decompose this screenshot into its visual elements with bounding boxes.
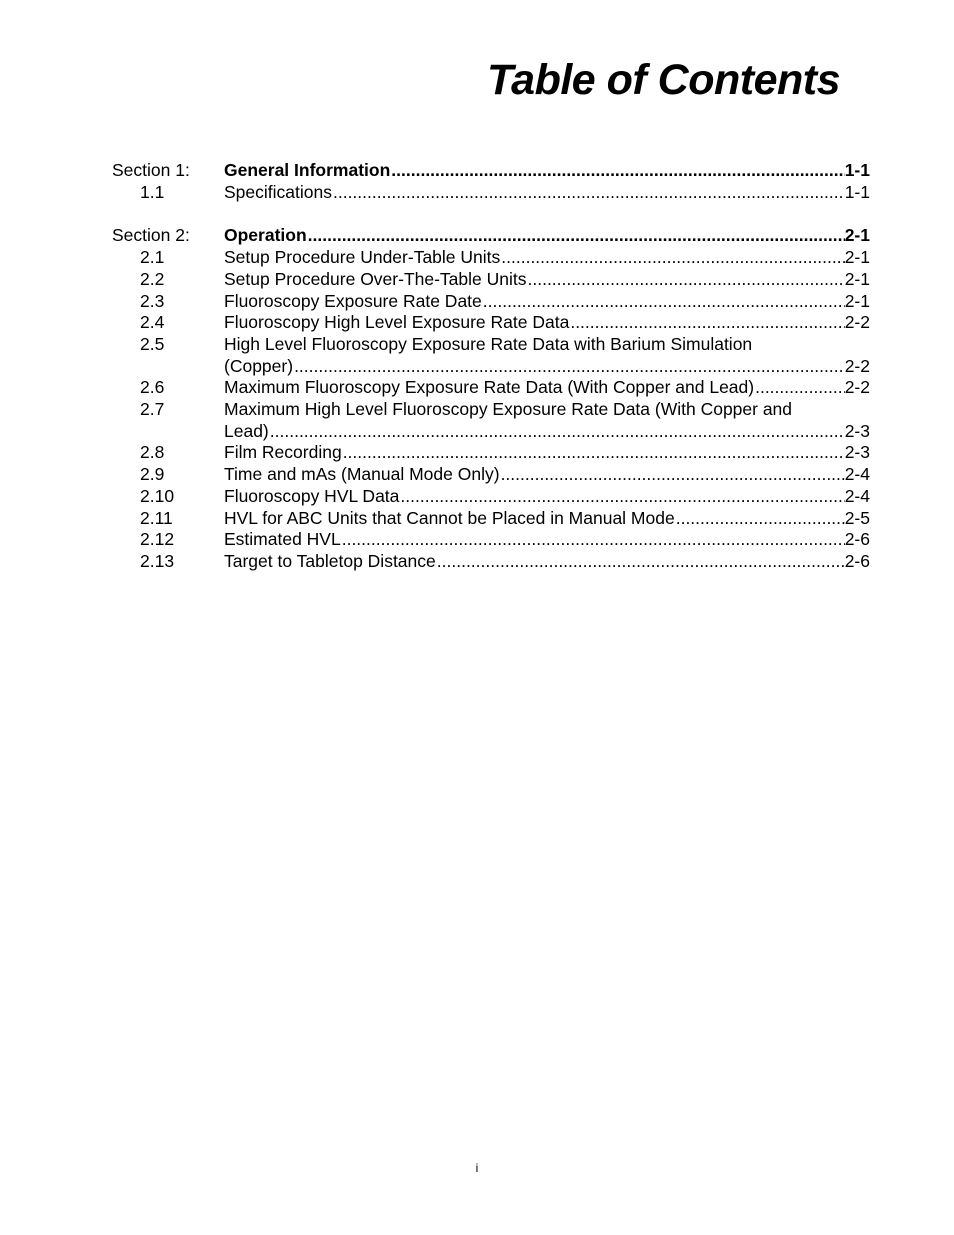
dot-leader: [527, 269, 845, 291]
entry-title: Time and mAs (Manual Mode Only): [224, 464, 500, 485]
page-number: 2-5: [844, 507, 870, 528]
toc-entry[interactable]: [112, 508, 870, 530]
entry-title: Fluoroscopy HVL Data: [224, 485, 400, 506]
entry-number: 1.1: [140, 181, 165, 202]
dot-leader: [482, 291, 845, 313]
page-number: 2-3: [844, 442, 870, 463]
entry-number: 2.7: [140, 399, 165, 420]
entry-title: Lead): [224, 420, 269, 441]
entry-number: 2.10: [140, 485, 175, 506]
toc-section-2: [112, 225, 870, 572]
entry-number: 2.1: [140, 247, 165, 268]
entry-title: Target to Tabletop Distance: [224, 550, 436, 571]
dot-leader: [675, 508, 845, 530]
entry-number: 2.13: [140, 550, 175, 571]
page-number: 1-1: [844, 160, 870, 180]
toc-entry[interactable]: [112, 529, 870, 551]
section-label: Section 1:: [112, 160, 190, 180]
toc-entry[interactable]: [112, 247, 870, 269]
section-label: Section 2:: [112, 225, 190, 246]
dot-leader: [269, 421, 845, 443]
toc-section-heading[interactable]: [112, 160, 870, 182]
page-title: Table of Contents: [486, 56, 840, 104]
dot-leader: [341, 529, 845, 551]
entry-number: 2.4: [140, 312, 165, 333]
entry-title: Specifications: [224, 181, 332, 202]
toc-entry[interactable]: [112, 269, 870, 291]
entry-number: 2.6: [140, 377, 165, 398]
toc-entry[interactable]: [112, 551, 870, 573]
page-number: 2-1: [844, 247, 870, 268]
entry-number: 2.12: [140, 529, 175, 550]
page-number: 2-2: [844, 377, 870, 398]
dot-leader: [436, 551, 845, 573]
toc-entry[interactable]: [112, 377, 870, 399]
page-number: 2-1: [844, 268, 870, 289]
page-number: 2-2: [844, 312, 870, 333]
dot-leader: [500, 464, 845, 486]
dot-leader: [569, 312, 844, 334]
dot-leader: [342, 442, 845, 464]
entry-number: 2.5: [140, 333, 165, 354]
dot-leader: [293, 356, 845, 378]
entry-number: 2.2: [140, 268, 165, 289]
toc-entry[interactable]: [112, 334, 870, 377]
toc-entry[interactable]: [112, 291, 870, 313]
section-title: Operation: [224, 225, 307, 246]
entry-number: 2.8: [140, 442, 165, 463]
page-number: 2-1: [844, 225, 870, 246]
toc-entry[interactable]: [112, 486, 870, 508]
entry-title-line1: High Level Fluoroscopy Exposure Rate Data with Barium Simulation: [224, 333, 753, 354]
dot-leader: [307, 225, 845, 247]
entry-title: (Copper): [224, 355, 294, 376]
entry-title: Estimated HVL: [224, 529, 341, 550]
dot-leader: [399, 486, 844, 508]
entry-title: Film Recording: [224, 442, 342, 463]
entry-title: Maximum Fluoroscopy Exposure Rate Data (With Copper and Lead): [224, 377, 755, 398]
toc-entry[interactable]: [112, 399, 870, 442]
dot-leader: [390, 160, 844, 182]
dot-leader: [754, 377, 845, 399]
entry-number: 2.3: [140, 290, 165, 311]
page-number: 2-6: [844, 529, 870, 550]
toc-entry[interactable]: [112, 442, 870, 464]
entry-number: 2.9: [140, 464, 165, 485]
entry-title: Setup Procedure Under-Table Units: [224, 247, 501, 268]
entry-title-line1: Maximum High Level Fluoroscopy Exposure Rate Data (With Copper and: [224, 399, 793, 420]
toc-section-heading[interactable]: [112, 225, 870, 247]
table-of-contents: [112, 160, 870, 595]
page-number: 2-6: [844, 550, 870, 571]
entry-title: HVL for ABC Units that Cannot be Placed in Manual Mode: [224, 507, 675, 528]
dot-leader: [500, 247, 844, 269]
dot-leader: [332, 182, 845, 204]
entry-number: 2.11: [140, 507, 173, 528]
page-number: 2-3: [844, 420, 870, 441]
section-title: General Information: [224, 160, 391, 180]
toc-entry[interactable]: [112, 182, 870, 204]
page-number: 2-4: [844, 464, 870, 485]
entry-title: Fluoroscopy High Level Exposure Rate Data: [224, 312, 570, 333]
page-number: 1-1: [844, 181, 870, 202]
toc-entry[interactable]: [112, 464, 870, 486]
page-number: 2-1: [844, 290, 870, 311]
page-number: 2-4: [844, 485, 870, 506]
page-number: 2-2: [844, 355, 870, 376]
footer-page-number: i: [475, 1161, 479, 1175]
entry-title: Fluoroscopy Exposure Rate Date: [224, 290, 482, 311]
entry-title: Setup Procedure Over-The-Table Units: [224, 268, 527, 289]
toc-entry[interactable]: [112, 312, 870, 334]
toc-section-1: [112, 160, 870, 203]
